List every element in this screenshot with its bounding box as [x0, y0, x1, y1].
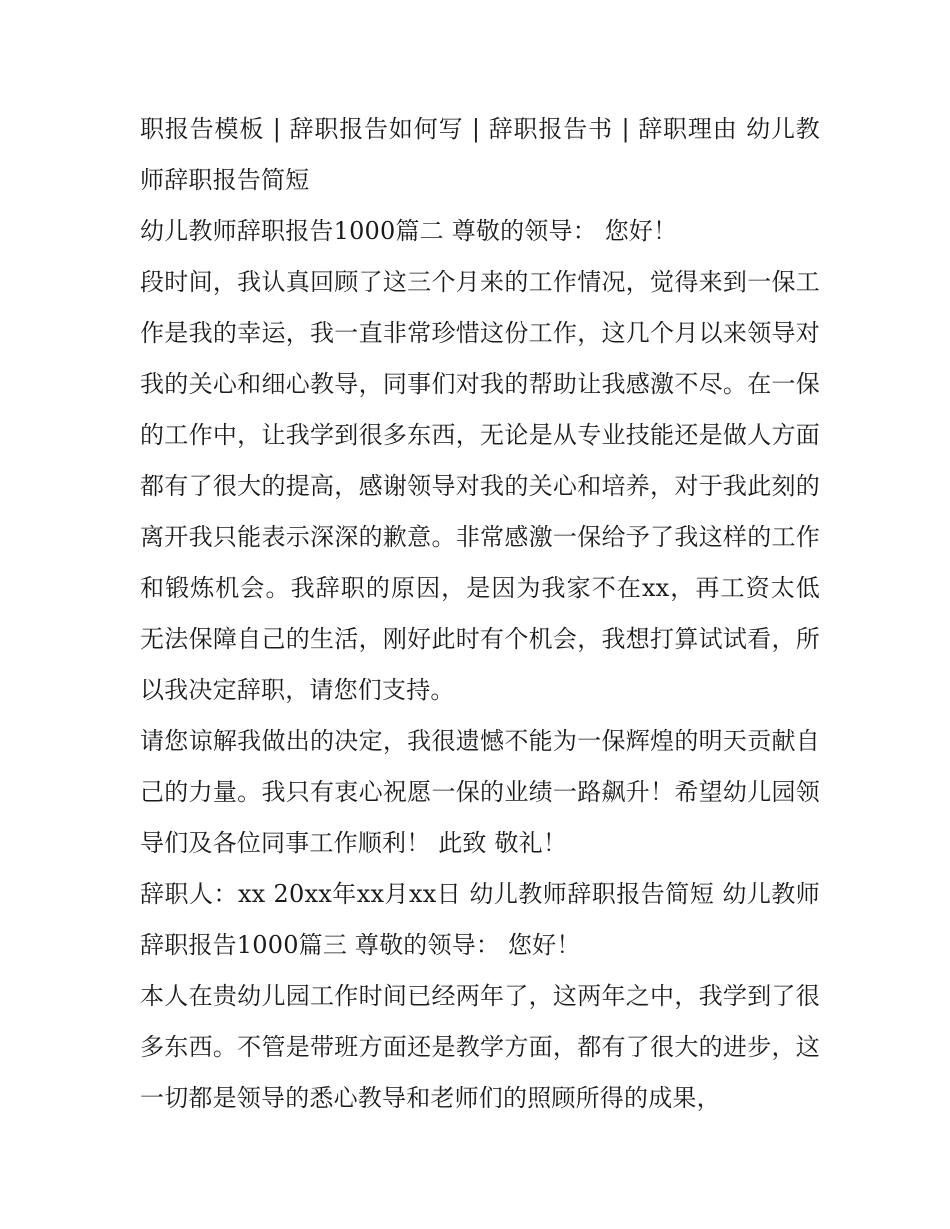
- paragraph-title-links: 职报告模板 | 辞职报告如何写 | 辞职报告书 | 辞职理由 幼儿教师辞职报告简短: [140, 115, 820, 194]
- paragraph-heading-two: 幼儿教师辞职报告1000篇二 尊敬的领导： 您好！: [140, 217, 678, 245]
- paragraph-body-three: 本人在贵幼儿园工作时间已经两年了，这两年之中，我学到了很多东西。不管是带班方面还是教学方面，都有了很大的进步，这一切都是领导的悉心教导和老师们的照顾所得的成果，: [140, 982, 820, 1112]
- paragraph-body-one: 段时间，我认真回顾了这三个月来的工作情况，觉得来到一保工作是我的幸运，我一直非常珍惜这份工作，这几个月以来领导对我的关心和细心教导，同事们对我的帮助让我感激不尽。在一保的工作中，让我学到很多东西，无论是从专业技能还是做人方面都有了很大的提高，感谢领导对我的关心和培养，对于我此刻的离开我只能表示深深的歉意。非常感激一保给予了我这样的工作和锻炼机会。我辞职的原因，是因为我家不在xx，再工资太低无法保障自己的生活，刚好此时有个机会，我想打算试试看，所以我决定辞职，请您们支持。: [140, 268, 820, 704]
- document-body: [140, 104, 820, 1124]
- paragraph-signature-heading-three: 辞职人：xx 20xx年xx月xx日 幼儿教师辞职报告简短 幼儿教师辞职报告1000篇三 尊敬的领导： 您好！: [140, 880, 820, 959]
- paragraph-body-two: 请您谅解我做出的决定，我很遗憾不能为一保辉煌的明天贡献自己的力量。我只有衷心祝愿一保的业绩一路飙升！希望幼儿园领导们及各位同事工作顺利！ 此致 敬礼！: [140, 727, 820, 857]
